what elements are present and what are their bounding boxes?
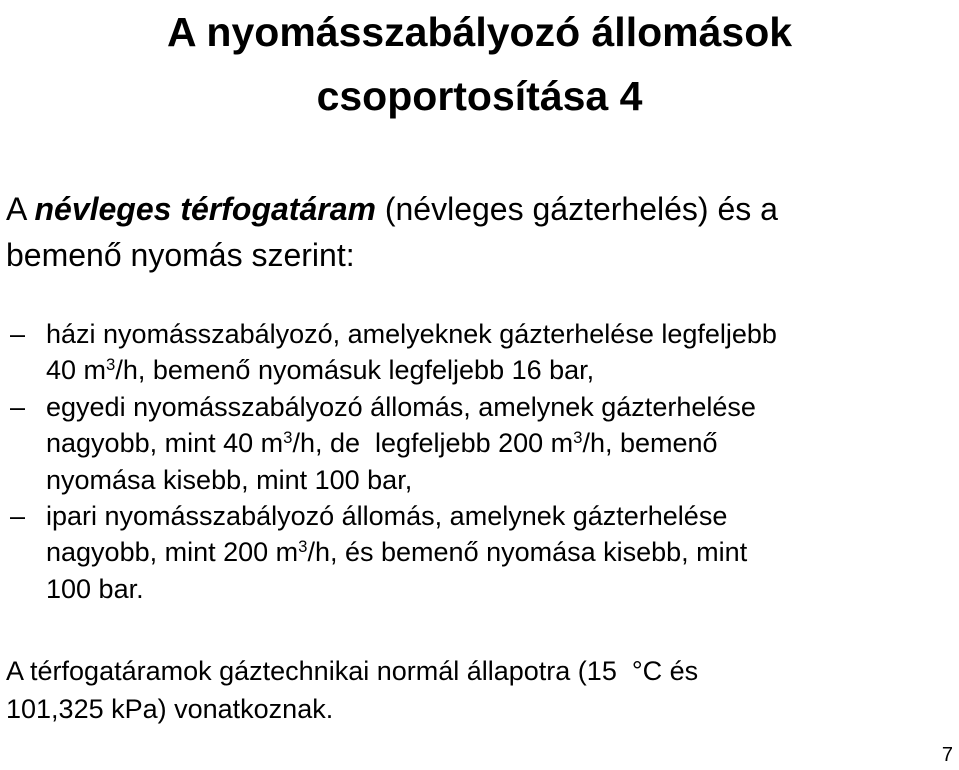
page-number: 7 — [941, 744, 953, 766]
item-text: /h, és bemenő nyomása kisebb, mint — [307, 537, 748, 568]
intro-line-2: bemenő nyomás szerint: — [6, 237, 355, 273]
intro-prefix: A — [6, 191, 35, 227]
item-text: /h, bemenő nyomásuk legfeljebb 16 bar, — [115, 355, 595, 386]
footer-line-2: 101,325 kPa) vonatkoznak. — [6, 694, 334, 724]
intro-rest: (névleges gázterhelés) és a — [375, 191, 778, 227]
list-dash: – — [10, 319, 26, 349]
slide-title — [0, 0, 959, 128]
list-item-individual — [0, 389, 955, 498]
footer-note — [6, 652, 956, 728]
item-text: 100 bar. — [46, 573, 144, 604]
item-text: házi nyomásszabályozó, amelyeknek gázterhelése legfeljebb — [46, 319, 777, 349]
superscript: 3 — [573, 428, 583, 448]
superscript: 3 — [106, 355, 116, 375]
slide-title-line-1: A nyomásszabályozó állomások — [166, 9, 793, 55]
item-text: ipari nyomásszabályozó állomás, amelynek gázterhelése — [46, 501, 728, 532]
superscript: 3 — [298, 537, 308, 557]
slide-title-line-2: csoportosítása 4 — [316, 73, 643, 119]
item-text: nyomása kisebb, mint 100 bar, — [46, 464, 413, 495]
superscript: 3 — [283, 428, 293, 448]
list-item-industrial — [0, 498, 955, 607]
item-text: /h, de legfeljebb 200 m — [292, 428, 574, 459]
item-text: nagyobb, mint 40 m — [46, 428, 284, 459]
footer-line-1: A térfogatáramok gáztechnikai normál állapotra (15 °C és — [6, 656, 699, 686]
item-text: nagyobb, mint 200 m — [46, 537, 299, 568]
list-item-household — [0, 316, 955, 389]
list-dash: – — [10, 501, 26, 532]
item-text: egyedi nyomásszabályozó állomás, amelynek gázterhelése — [46, 391, 756, 422]
item-text: 40 m — [46, 355, 107, 386]
category-list — [0, 316, 955, 607]
intro-paragraph — [6, 186, 956, 278]
item-text: /h, bemenő — [582, 428, 718, 459]
intro-emphasis: névleges térfogatáram — [34, 191, 376, 227]
list-dash: – — [10, 391, 26, 422]
